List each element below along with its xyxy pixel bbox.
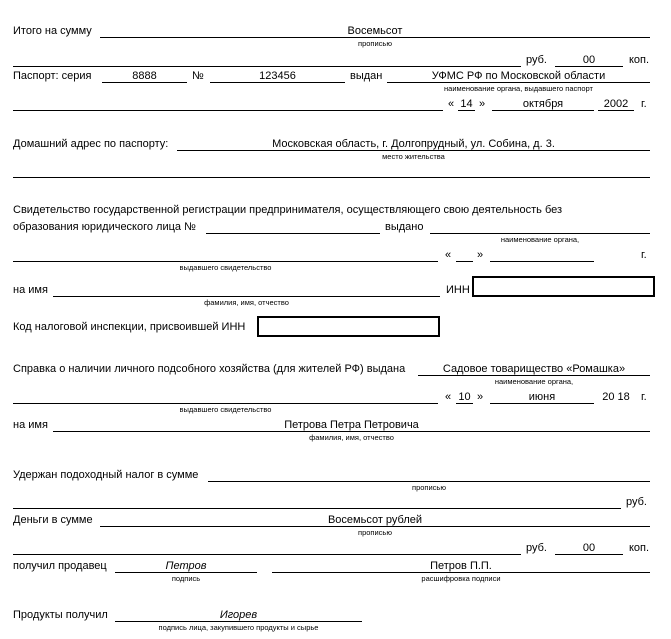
- passport-label: Паспорт: серия: [13, 70, 92, 82]
- money-caption: прописью: [358, 528, 392, 537]
- products-signature-value[interactable]: Игорев: [219, 609, 258, 621]
- tax-withheld-label: Удержан подоходный налог в сумме: [13, 469, 199, 481]
- passport-number-label: №: [192, 70, 204, 82]
- tax-code-box[interactable]: [257, 316, 440, 337]
- seller-signature-value[interactable]: Петров: [165, 560, 207, 572]
- passport-number-value[interactable]: 123456: [259, 70, 296, 82]
- certificate-year-label: г.: [641, 249, 647, 261]
- certificate-org-caption: наименование органа,: [500, 235, 580, 244]
- certificate-line2: образования юридического лица №: [13, 221, 196, 233]
- farm-issued-value[interactable]: Садовое товарищество «Ромашка»: [442, 363, 626, 375]
- farm-quote-open: «: [445, 391, 452, 403]
- certificate-quote-open: «: [445, 249, 452, 261]
- farm-month-value[interactable]: июня: [528, 391, 556, 403]
- farm-name-caption: фамилия, имя, отчество: [309, 433, 394, 442]
- tax-code-label: Код налоговой инспекции, присвоившей ИНН: [13, 321, 246, 333]
- total-kop-label: коп.: [629, 54, 650, 66]
- seller-decoded-caption: расшифровка подписи: [421, 574, 501, 583]
- passport-issued-caption: наименование органа, выдавшего паспорт: [444, 84, 593, 93]
- money-kop-label: коп.: [629, 542, 650, 554]
- farm-name-value[interactable]: Петрова Петра Петровича: [284, 419, 419, 431]
- farm-issuer-caption: выдавшего свидетельство: [179, 405, 272, 414]
- tax-withheld-line: [208, 481, 650, 482]
- farm-name-label: на имя: [13, 419, 48, 431]
- certificate-day-line: [456, 261, 473, 262]
- certificate-name-label: на имя: [13, 284, 48, 296]
- passport-quote-close: »: [479, 98, 486, 110]
- money-kop-value[interactable]: 00: [582, 542, 596, 554]
- passport-quote-open: «: [448, 98, 455, 110]
- address-caption: место жительства: [382, 152, 445, 161]
- seller-label: получил продавец: [13, 560, 107, 572]
- certificate-issued-line: [430, 233, 650, 234]
- passport-issued-label: выдан: [350, 70, 383, 82]
- tax-withheld-rub-label: руб.: [626, 496, 647, 508]
- address-label: Домашний адрес по паспорту:: [13, 138, 169, 150]
- money-value[interactable]: Восемьсот рублей: [327, 514, 423, 526]
- products-signature-caption: подпись лица, закупившего продукты и сырье: [158, 623, 319, 632]
- passport-extra-line: [13, 110, 443, 111]
- passport-issued-value[interactable]: УФМС РФ по Московской области: [431, 70, 606, 82]
- certificate-name-caption: фамилия, имя, отчество: [204, 298, 289, 307]
- passport-series-value[interactable]: 8888: [132, 70, 157, 82]
- money-label: Деньги в сумме: [13, 514, 93, 526]
- tax-withheld-extra-line: [13, 508, 621, 509]
- passport-year-label: г.: [641, 98, 647, 110]
- inn-label: ИНН: [446, 284, 470, 296]
- certificate-month-line: [490, 261, 594, 262]
- passport-day-value[interactable]: 14: [460, 98, 473, 110]
- certificate-issuer-caption: выдавшего свидетельство: [179, 263, 272, 272]
- address-extra-line: [13, 177, 650, 178]
- certificate-line1: Свидетельство государственной регистрации предпринимателя, осуществляющего свою деятельность без: [13, 204, 563, 216]
- passport-year-value[interactable]: 2002: [603, 98, 629, 110]
- farm-org-caption: наименование органа,: [494, 377, 574, 386]
- money-rub-label: руб.: [526, 542, 547, 554]
- total-sum-value[interactable]: Восемьсот: [347, 25, 403, 37]
- passport-month-value[interactable]: октября: [522, 98, 564, 110]
- total-rub-line: [13, 66, 521, 67]
- farm-quote-close: »: [477, 391, 484, 403]
- farm-year-label: г.: [641, 391, 647, 403]
- money-rub-line: [13, 554, 521, 555]
- farm-label: Справка о наличии личного подсобного хозяйства (для жителей РФ) выдана: [13, 363, 406, 375]
- address-value[interactable]: Московская область, г. Долгопрудный, ул. Собина, д. 3.: [272, 138, 555, 150]
- total-rub-label: руб.: [526, 54, 547, 66]
- total-sum-caption: прописью: [358, 39, 392, 48]
- certificate-number-line: [206, 233, 380, 234]
- certificate-issued-label: выдано: [385, 221, 424, 233]
- farm-year-value[interactable]: 20 18: [602, 391, 630, 403]
- seller-signature-caption: подпись: [171, 574, 201, 583]
- total-sum-label: Итого на сумму: [13, 25, 92, 37]
- farm-extra-line: [13, 403, 438, 404]
- certificate-quote-close: »: [477, 249, 484, 261]
- seller-decoded-value[interactable]: Петров П.П.: [430, 560, 492, 572]
- certificate-extra-line: [13, 261, 438, 262]
- certificate-name-line: [53, 296, 440, 297]
- inn-box[interactable]: [472, 276, 655, 297]
- tax-withheld-caption: прописью: [412, 483, 446, 492]
- farm-day-value[interactable]: 10: [458, 391, 471, 403]
- products-label: Продукты получил: [13, 609, 108, 621]
- total-kop-value[interactable]: 00: [582, 54, 596, 66]
